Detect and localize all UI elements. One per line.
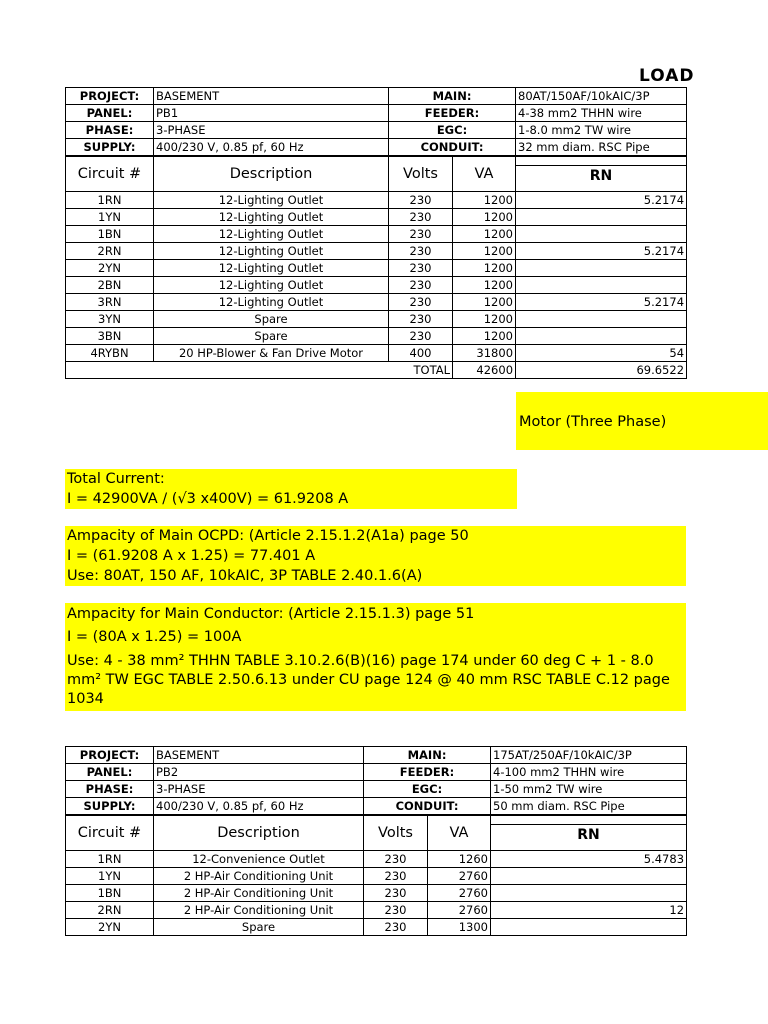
egc-label: EGC: — [389, 122, 516, 139]
header-divider — [516, 165, 686, 166]
table-row — [66, 192, 687, 209]
supply-label: SUPPLY: — [66, 139, 154, 157]
main-conductor-formula: I = (80A x 1.25) = 100A — [67, 629, 242, 645]
volts-cell: 230 — [364, 851, 428, 868]
phase-label: PHASE: — [66, 122, 154, 139]
rn-cell — [491, 868, 687, 885]
description-cell: Spare — [154, 311, 389, 328]
circuit-header: Circuit # — [66, 815, 154, 851]
motor-note: Motor (Three Phase) — [519, 414, 667, 430]
panel-schedule-pb2 — [65, 746, 687, 936]
total-current-box — [65, 469, 517, 509]
circuit-cell: 3YN — [66, 311, 154, 328]
description-cell: 12-Lighting Outlet — [154, 260, 389, 277]
conduit-label: CONDUIT: — [389, 139, 516, 157]
page-title: LOAD — [639, 66, 695, 86]
total-row — [66, 362, 687, 379]
table-row — [66, 328, 687, 345]
volts-header: Volts — [364, 815, 428, 851]
table-row — [66, 209, 687, 226]
table-row — [66, 851, 687, 868]
description-cell: 12-Lighting Outlet — [154, 243, 389, 260]
va-cell: 1200 — [453, 328, 516, 345]
volts-cell: 230 — [364, 902, 428, 919]
header-divider — [491, 824, 686, 825]
va-cell: 2760 — [428, 902, 491, 919]
table-row — [66, 345, 687, 362]
circuit-cell: 2YN — [66, 919, 154, 936]
feeder-value: 4-100 mm2 THHN wire — [491, 764, 687, 781]
main-ocpd-formula: I = (61.9208 A x 1.25) = 77.401 A — [67, 548, 316, 564]
rn-cell: 12 — [491, 902, 687, 919]
main-ocpd-heading: Ampacity of Main OCPD: (Article 2.15.1.2(A1a) page 50 — [67, 528, 469, 544]
description-cell: 12-Lighting Outlet — [154, 226, 389, 243]
volts-cell: 230 — [389, 192, 453, 209]
circuit-header: Circuit # — [66, 156, 154, 192]
table-row — [66, 277, 687, 294]
rn-header: RN — [589, 168, 613, 184]
table-row — [66, 311, 687, 328]
va-cell: 1200 — [453, 192, 516, 209]
description-cell: Spare — [154, 919, 364, 936]
main-ocpd-use: Use: 80AT, 150 AF, 10kAIC, 3P TABLE 2.40.1.6(A) — [67, 568, 423, 584]
feeder-label: FEEDER: — [364, 764, 491, 781]
main-conductor-heading: Ampacity for Main Conductor: (Article 2.15.1.3) page 51 — [67, 606, 475, 622]
volts-cell: 230 — [364, 868, 428, 885]
rn-cell: 5.2174 — [516, 192, 687, 209]
rn-cell — [491, 919, 687, 936]
main-conductor-use: Use: 4 - 38 mm² THHN TABLE 3.10.2.6(B)(16) page 174 under 60 deg C + 1 - 8.0 mm² TW EGC TABLE 2.50.6.13 under CU page 124 @ 40 mm RSC TABLE C.12 page 1034 — [67, 653, 670, 707]
va-cell: 1200 — [453, 226, 516, 243]
rn-cell: 5.4783 — [491, 851, 687, 868]
motor-note-box — [516, 392, 768, 450]
rn-cell: 54 — [516, 345, 687, 362]
circuit-cell: 2RN — [66, 243, 154, 260]
conduit-value: 32 mm diam. RSC Pipe — [516, 139, 687, 157]
main-value: 175AT/250AF/10kAIC/3P — [491, 747, 687, 764]
total-current-heading: Total Current: — [67, 471, 165, 487]
volts-cell: 230 — [389, 209, 453, 226]
volts-cell: 400 — [389, 345, 453, 362]
volts-cell: 230 — [364, 919, 428, 936]
supply-label: SUPPLY: — [66, 798, 154, 816]
description-cell: 12-Lighting Outlet — [154, 192, 389, 209]
circuit-cell: 4RYBN — [66, 345, 154, 362]
table-row — [66, 885, 687, 902]
table-row — [66, 919, 687, 936]
rn-cell — [516, 277, 687, 294]
circuit-cell: 3BN — [66, 328, 154, 345]
va-cell: 1200 — [453, 209, 516, 226]
va-cell: 1200 — [453, 294, 516, 311]
description-cell: 20 HP-Blower & Fan Drive Motor — [154, 345, 389, 362]
main-conductor-box — [65, 603, 686, 711]
description-cell: Spare — [154, 328, 389, 345]
main-label: MAIN: — [364, 747, 491, 764]
rn-cell — [516, 311, 687, 328]
project-value: BASEMENT — [154, 88, 389, 105]
volts-cell: 230 — [389, 260, 453, 277]
rn-cell — [491, 885, 687, 902]
total-va: 42600 — [453, 362, 516, 379]
total-label: TOTAL — [66, 362, 453, 379]
rn-header-cell — [516, 156, 687, 192]
rn-cell: 5.2174 — [516, 294, 687, 311]
va-cell: 2760 — [428, 885, 491, 902]
rn-cell — [516, 328, 687, 345]
panel-value: PB2 — [154, 764, 364, 781]
circuit-cell: 2BN — [66, 277, 154, 294]
volts-cell: 230 — [364, 885, 428, 902]
project-label: PROJECT: — [66, 88, 154, 105]
description-cell: 2 HP-Air Conditioning Unit — [154, 885, 364, 902]
volts-cell: 230 — [389, 226, 453, 243]
circuit-cell: 3RN — [66, 294, 154, 311]
va-cell: 1260 — [428, 851, 491, 868]
total-current-formula: I = 42900VA / (√3 x400V) = 61.9208 A — [67, 491, 349, 507]
feeder-value: 4-38 mm2 THHN wire — [516, 105, 687, 122]
table-row — [66, 902, 687, 919]
egc-value: 1-8.0 mm2 TW wire — [516, 122, 687, 139]
phase-label: PHASE: — [66, 781, 154, 798]
phase-value: 3-PHASE — [154, 781, 364, 798]
description-cell: 12-Lighting Outlet — [154, 277, 389, 294]
circuit-cell: 2YN — [66, 260, 154, 277]
va-header: VA — [453, 156, 516, 192]
rn-cell — [516, 209, 687, 226]
volts-header: Volts — [389, 156, 453, 192]
egc-value: 1-50 mm2 TW wire — [491, 781, 687, 798]
table-row — [66, 294, 687, 311]
total-rn: 69.6522 — [516, 362, 687, 379]
egc-label: EGC: — [364, 781, 491, 798]
main-ocpd-box — [65, 526, 686, 586]
project-label: PROJECT: — [66, 747, 154, 764]
phase-value: 3-PHASE — [154, 122, 389, 139]
volts-cell: 230 — [389, 328, 453, 345]
rn-header: RN — [577, 827, 600, 843]
feeder-label: FEEDER: — [389, 105, 516, 122]
circuit-cell: 2RN — [66, 902, 154, 919]
circuit-cell: 1RN — [66, 192, 154, 209]
project-value: BASEMENT — [154, 747, 364, 764]
panel-schedule-pb1 — [65, 87, 687, 379]
description-cell: 2 HP-Air Conditioning Unit — [154, 868, 364, 885]
va-cell: 2760 — [428, 868, 491, 885]
rn-cell: 5.2174 — [516, 243, 687, 260]
va-cell: 1200 — [453, 260, 516, 277]
description-cell: 2 HP-Air Conditioning Unit — [154, 902, 364, 919]
conduit-value: 50 mm diam. RSC Pipe — [491, 798, 687, 816]
va-cell: 1200 — [453, 311, 516, 328]
va-cell: 1200 — [453, 277, 516, 294]
va-cell: 1300 — [428, 919, 491, 936]
rn-header-cell — [491, 815, 687, 851]
main-label: MAIN: — [389, 88, 516, 105]
circuit-cell: 1BN — [66, 885, 154, 902]
panel-value: PB1 — [154, 105, 389, 122]
circuit-cell: 1YN — [66, 209, 154, 226]
description-cell: 12-Lighting Outlet — [154, 209, 389, 226]
volts-cell: 230 — [389, 243, 453, 260]
description-cell: 12-Convenience Outlet — [154, 851, 364, 868]
conduit-label: CONDUIT: — [364, 798, 491, 816]
volts-cell: 230 — [389, 277, 453, 294]
supply-value: 400/230 V, 0.85 pf, 60 Hz — [154, 798, 364, 816]
panel-label: PANEL: — [66, 105, 154, 122]
volts-cell: 230 — [389, 294, 453, 311]
description-header: Description — [154, 156, 389, 192]
table-row — [66, 260, 687, 277]
description-cell: 12-Lighting Outlet — [154, 294, 389, 311]
volts-cell: 230 — [389, 311, 453, 328]
circuit-cell: 1RN — [66, 851, 154, 868]
va-cell: 1200 — [453, 243, 516, 260]
rn-cell — [516, 260, 687, 277]
table-row — [66, 243, 687, 260]
table-row — [66, 226, 687, 243]
va-header: VA — [428, 815, 491, 851]
circuit-cell: 1BN — [66, 226, 154, 243]
table-row — [66, 868, 687, 885]
va-cell: 31800 — [453, 345, 516, 362]
main-value: 80AT/150AF/10kAIC/3P — [516, 88, 687, 105]
rn-cell — [516, 226, 687, 243]
description-header: Description — [154, 815, 364, 851]
panel-label: PANEL: — [66, 764, 154, 781]
supply-value: 400/230 V, 0.85 pf, 60 Hz — [154, 139, 389, 157]
circuit-cell: 1YN — [66, 868, 154, 885]
